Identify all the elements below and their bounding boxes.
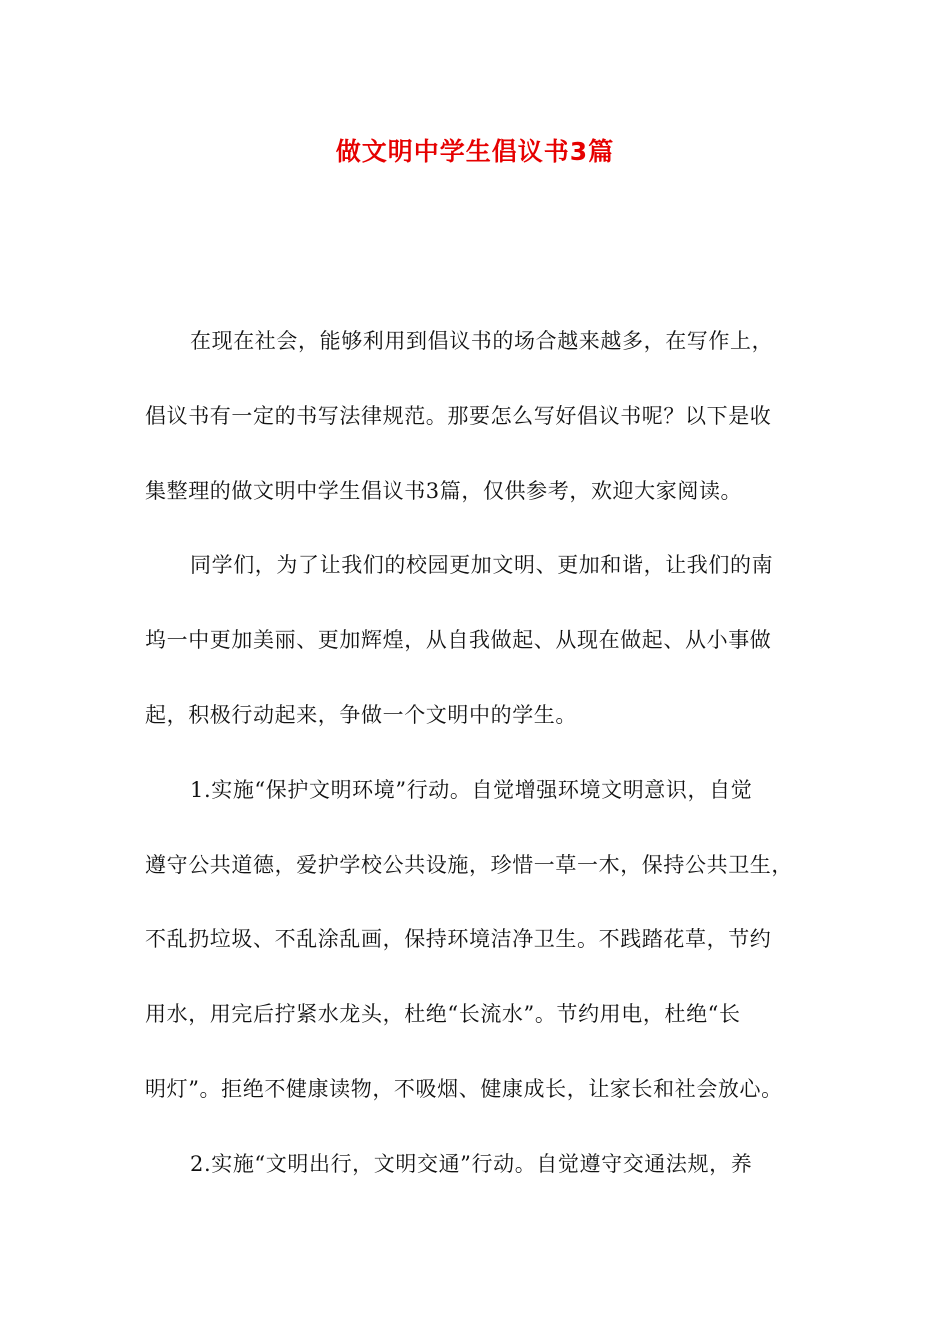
text-line: 在现在社会，能够利用到倡议书的场合越来越多，在写作上，	[190, 329, 774, 353]
text-line: 不乱扔垃圾、不乱涂乱画，保持环境洁净卫生。不践踏花草，节约	[145, 927, 772, 952]
text-line: 明灯”。拒绝不健康读物，不吸烟、健康成长，让家长和社会放心。	[145, 1076, 783, 1101]
text-line: 坞一中更加美丽、更加辉煌，从自我做起、从现在做起、从小事做	[145, 628, 772, 653]
text-line: 2.实施“文明出行，文明交通”行动。自觉遵守交通法规，养	[190, 1151, 753, 1176]
text-line: 1.实施“保护文明环境”行动。自觉增强环境文明意识，自觉	[190, 777, 753, 802]
text-line: 用水，用完后拧紧水龙头，杜绝“长流水”。节约用电，杜绝“长	[145, 1002, 741, 1027]
document-body	[145, 321, 805, 1219]
text-line: 起，积极行动起来，争做一个文明中的学生。	[145, 702, 577, 727]
text-line: 遵守公共道德，爱护学校公共设施，珍惜一草一木，保持公共卫生，	[145, 852, 793, 877]
document-title: 做文明中学生倡议书3篇	[335, 137, 615, 166]
text-line: 同学们，为了让我们的校园更加文明、更加和谐，让我们的南	[190, 553, 774, 578]
text-line: 倡议书有一定的书写法律规范。那要怎么写好倡议书呢？以下是收	[145, 403, 772, 428]
text-line: 集整理的做文明中学生倡议书3篇，仅供参考，欢迎大家阅读。	[145, 478, 743, 503]
